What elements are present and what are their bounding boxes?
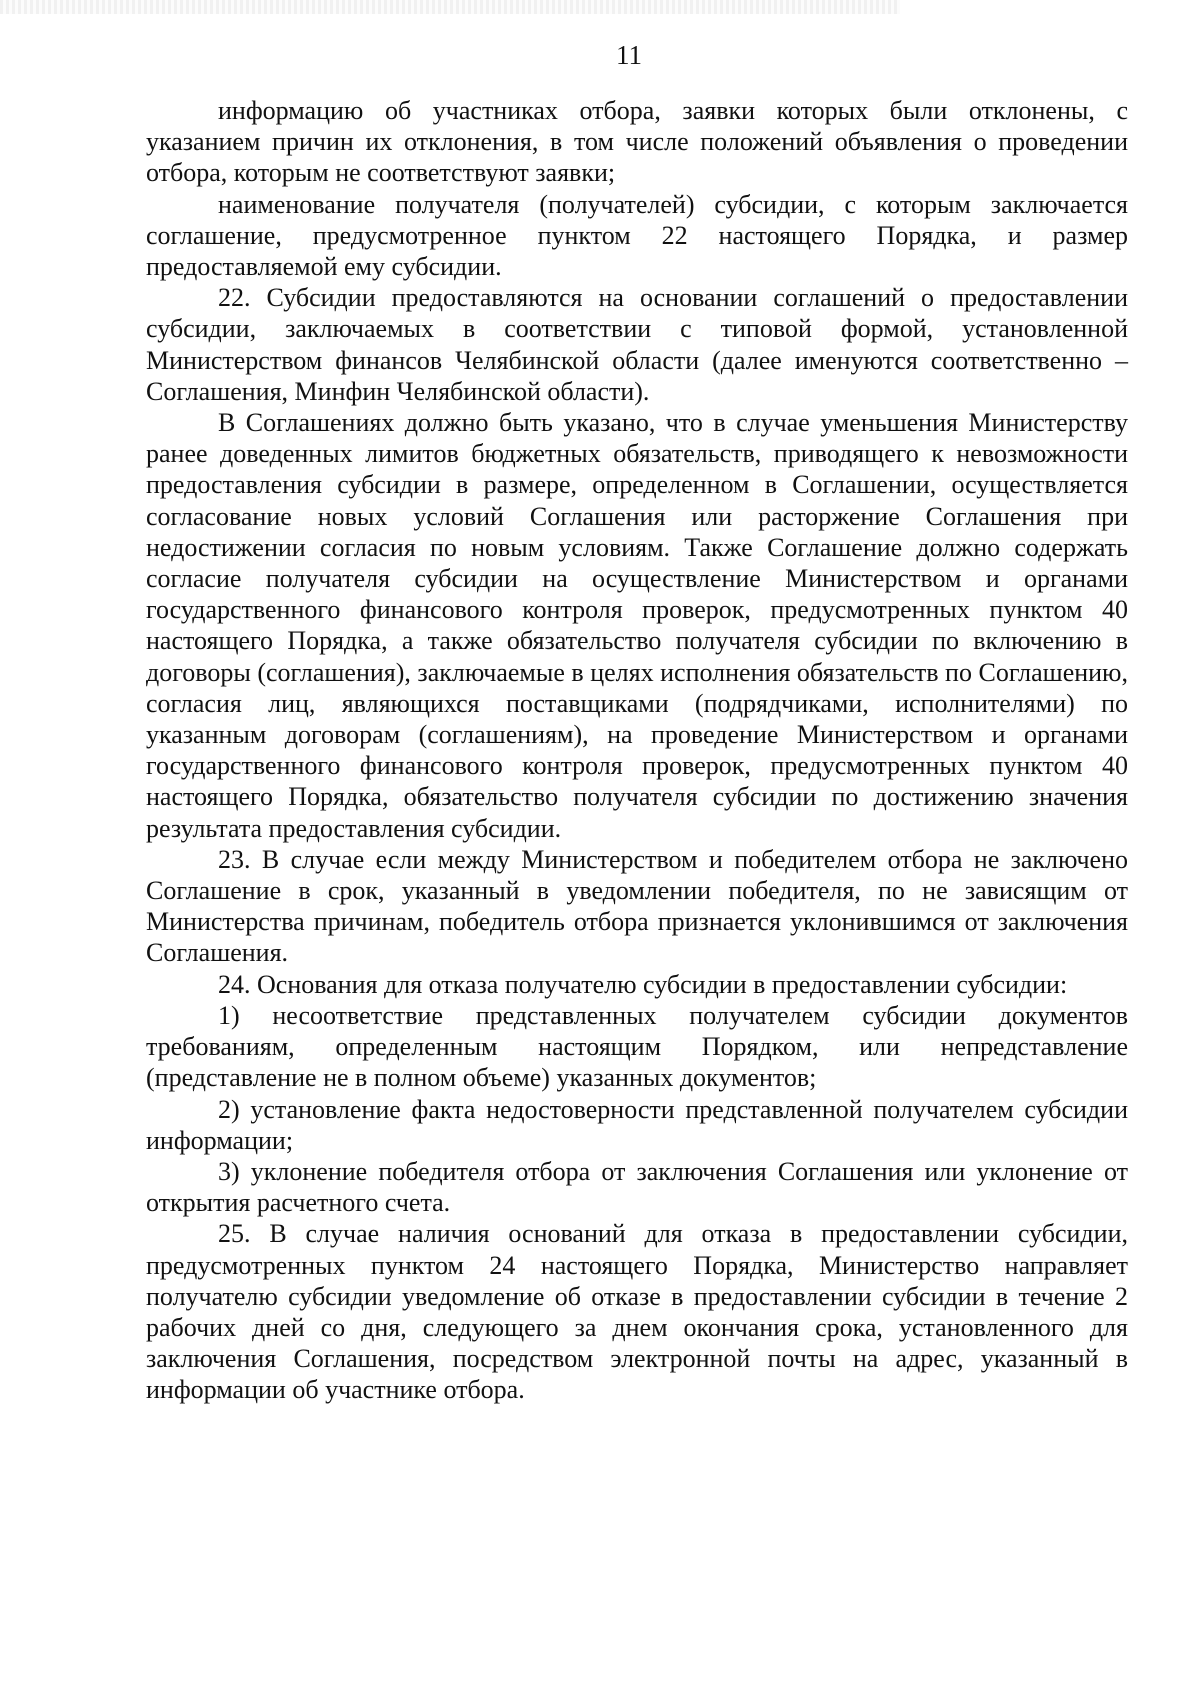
paragraph: информацию об участниках отбора, заявки которых были отклонены, с указанием причин их отклонения, в том числе положений объявления о проведении отбора, которым не соответствуют заявки;: [146, 96, 1128, 188]
list-item: 1) несоответствие представленных получателем субсидии документов требованиям, определенным настоящим Порядком, или непредставление (представление не в полном объеме) указанных документов;: [146, 1000, 1128, 1093]
paragraph-item-25: 25. В случае наличия оснований для отказа в предоставлении субсидии, предусмотренных пунктом 24 настоящего Порядка, Министерство направляет получателю субсидии уведомление об отказе в предоставлении субсидии в течение 2 рабочих дней со дня, следующего за днем окончания срока, установленного для заключения Соглашения, посредством электронной почты на адрес, указанный в информации об участнике отбора.: [146, 1219, 1128, 1405]
scan-artifact: [0, 0, 900, 14]
document-body: [146, 95, 1128, 1406]
paragraph: наименование получателя (получателей) субсидии, с которым заключается соглашение, предусмотренное пунктом 22 настоящего Порядка, и размер предоставляемой ему субсидии.: [146, 189, 1128, 282]
paragraph-item-24: 24. Основания для отказа получателю субсидии в предоставлении субсидии:: [218, 969, 1068, 999]
list-item: 3) уклонение победителя отбора от заключения Соглашения или уклонение от открытия расчетного счета.: [146, 1156, 1128, 1218]
paragraph: В Соглашениях должно быть указано, что в случае уменьшения Министерству ранее доведенных лимитов бюджетных обязательств, приводящего к невозможности предоставления субсидии в размере, определенном в Соглашении, осуществляется согласование новых условий Соглашения или расторжение Соглашения при недостижении согласия по новым условиям. Также Соглашение должно содержать согласие получателя субсидии на осуществление Министерством и органами государственного финансового контроля проверок, предусмотренных пунктом 40 настоящего Порядка, а также обязательство получателя субсидии по включению в договоры (соглашения), заключаемые в целях исполнения обязательств по Соглашению, согласия лиц, являющихся поставщиками (подрядчиками, исполнителями) по указанным договорам (соглашениям), на проведение Министерством и органами государственного финансового контроля проверок, предусмотренных пунктом 40 настоящего Порядка, обязательство получателя субсидии по достижению значения результата предоставления субсидии.: [146, 408, 1128, 843]
paragraph-item-23: 23. В случае если между Министерством и победителем отбора не заключено Соглашение в срок, указанный в уведомлении победителя, по не зависящим от Министерства причинам, победитель отбора признается уклонившимся от заключения Соглашения.: [146, 844, 1128, 968]
page-number: 11: [616, 40, 642, 70]
paragraph-item-22: 22. Субсидии предоставляются на основании соглашений о предоставлении субсидии, заключаемых в соответствии с типовой формой, установленной Министерством финансов Челябинской области (далее именуются соответственно – Соглашения, Минфин Челябинской области).: [146, 283, 1128, 406]
list-item: 2) установление факта недостоверности представленной получателем субсидии информации;: [146, 1094, 1128, 1155]
